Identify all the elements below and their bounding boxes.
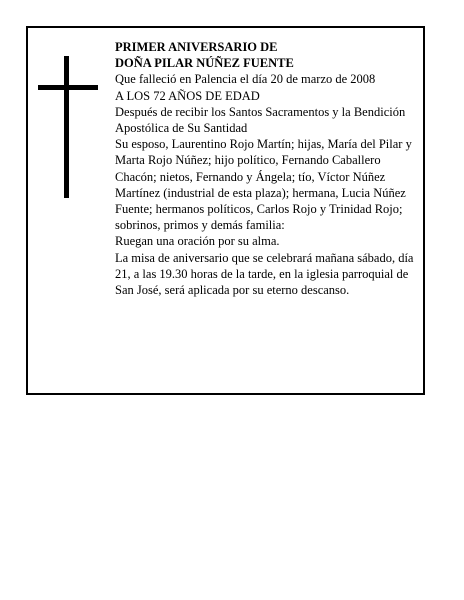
cross-vertical-bar: [64, 56, 69, 198]
prayer-request: Ruegan una oración por su alma.: [115, 234, 280, 249]
sacraments-line: Después de recibir los Santos Sacramentos y la Bendición Apostólica de Su Santidad: [115, 104, 406, 136]
notice-text: [115, 39, 420, 298]
notice-heading-line1: PRIMER ANIVERSARIO DE: [115, 40, 278, 54]
cross-horizontal-bar: [38, 85, 98, 90]
mass-info: La misa de aniversario que se celebrará mañana sábado, día 21, a las 19.30 horas de la tarde, en la iglesia parroquial de San José, será aplicada por su eterno descanso.: [115, 250, 414, 298]
notice-heading-line2: DOÑA PILAR NÚÑEZ FUENTE: [115, 56, 294, 71]
death-info: Que falleció en Palencia el día 20 de marzo de 2008: [115, 72, 376, 87]
family-paragraph: Su esposo, Laurentino Rojo Martín; hijas, María del Pilar y Marta Rojo Núñez; hijo político, Fernando Caballero Chacón; nietos, Fernando y Ángela; tío, Víctor Núñez Martínez (industrial de esta plaza); hermana, Lucia Núñez Fuente; hermanos políticos, Carlos Rojo y Trinidad Rojo; sobrinos, primos y demás familia:: [115, 137, 412, 233]
cross-icon: [38, 56, 98, 198]
age-line: A LOS 72 AÑOS DE EDAD: [115, 88, 260, 103]
obituary-notice: [26, 26, 425, 395]
